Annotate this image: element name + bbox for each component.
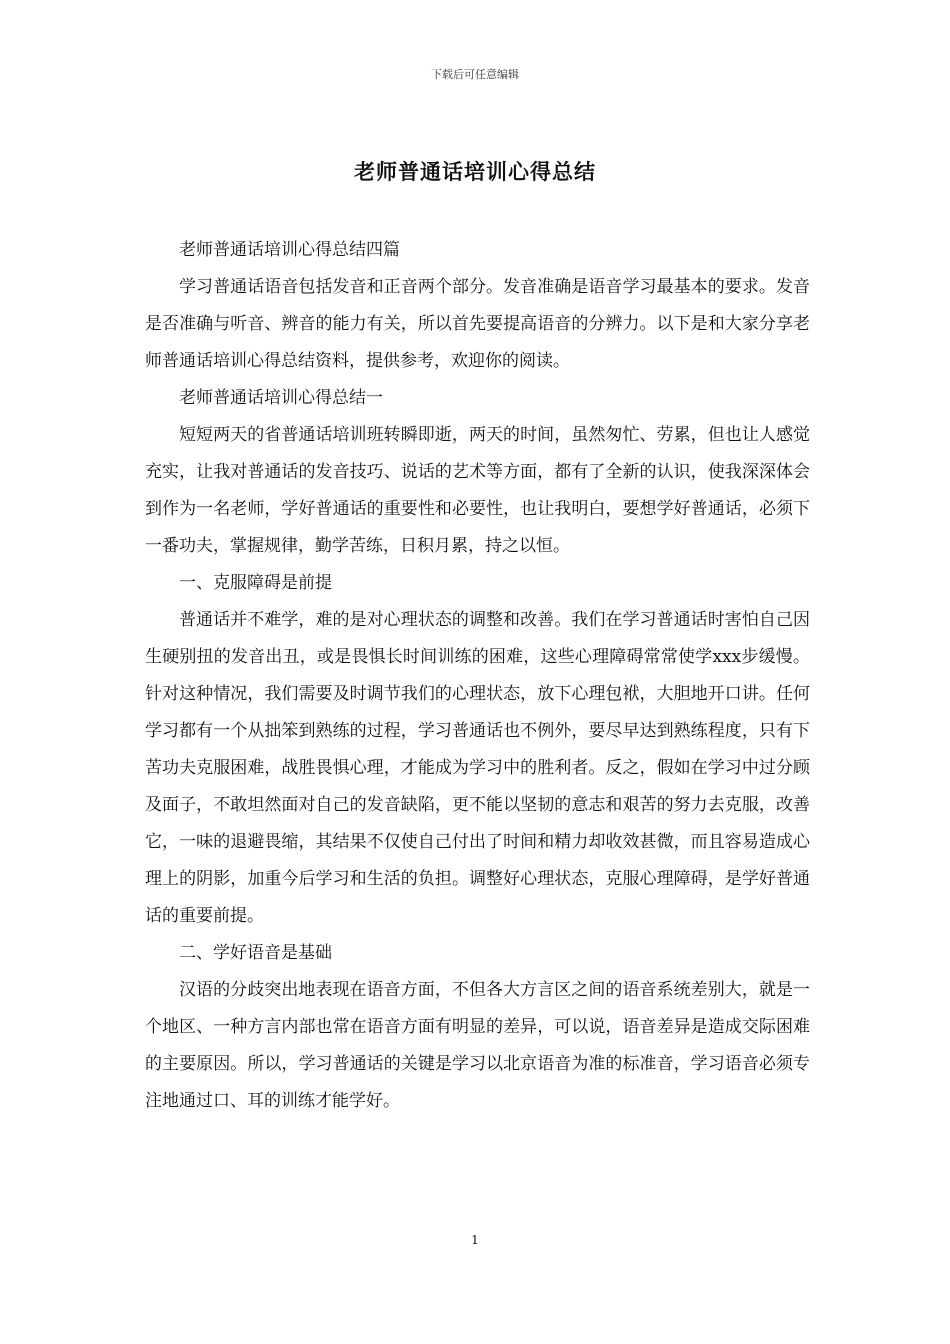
paragraph-body-one: 短短两天的省普通话培训班转瞬即逝，两天的时间，虽然匆忙、劳累，但也让人感觉充实，让我对普通话的发音技巧、说话的艺术等方面，都有了全新的认识，使我深深体会到作为一名老师，学好普通话的重要性和必要性，也让我明白，要想学好普通话，必须下一番功夫，掌握规律，勤学苦练，日积月累，持之以恒。 bbox=[145, 425, 810, 556]
paragraph-subtitle: 老师普通话培训心得总结四篇 bbox=[179, 240, 400, 260]
page-title: 老师普通话培训心得总结 bbox=[354, 159, 596, 184]
header-note: 下载后可任意编辑 bbox=[431, 68, 519, 81]
paragraph-heading-phonetics: 二、学好语音是基础 bbox=[179, 943, 332, 963]
document-body bbox=[145, 232, 810, 1120]
paragraph-body-overcome: 普通话并不难学，难的是对心理状态的调整和改善。我们在学习普通话时害怕自己因生硬别扭的发音出丑，或是畏惧长时间训练的困难，这些心理障碍常常使学xxx步缓慢。针对这种情况，我们需要及时调节我们的心理状态，放下心理包袱，大胆地开口讲。任何学习都有一个从拙笨到熟练的过程，学习普通话也不例外，要尽早达到熟练程度，只有下苦功夫克服困难，战胜畏惧心理，才能成为学习中的胜利者。反之，假如在学习中过分顾及面子，不敢坦然面对自己的发音缺陷，更不能以坚韧的意志和艰苦的努力去克服，改善它，一味的退避畏缩，其结果不仅使自己付出了时间和精力却收效甚微，而且容易造成心理上的阴影，加重今后学习和生活的负担。调整好心理状态，克服心理障碍，是学好普通话的重要前提。 bbox=[145, 610, 810, 926]
paragraph-intro: 学习普通话语音包括发音和正音两个部分。发音准确是语音学习最基本的要求。发音是否准确与听音、辨音的能力有关，所以首先要提高语音的分辨力。以下是和大家分享老师普通话培训心得总结资料，提供参考，欢迎你的阅读。 bbox=[145, 277, 810, 371]
paragraph-heading-overcome: 一、克服障碍是前提 bbox=[179, 573, 332, 593]
paragraph-body-phonetics: 汉语的分歧突出地表现在语音方面，不但各大方言区之间的语音系统差别大，就是一个地区、一种方言内部也常在语音方面有明显的差异，可以说，语音差异是造成交际困难的主要原因。所以，学习普通话的关键是学习以北京语音为准的标准音，学习语音必须专注地通过口、耳的训练才能学好。 bbox=[145, 980, 810, 1111]
paragraph-section-title-one: 老师普通话培训心得总结一 bbox=[179, 388, 383, 408]
page-number: 1 bbox=[471, 1233, 479, 1247]
